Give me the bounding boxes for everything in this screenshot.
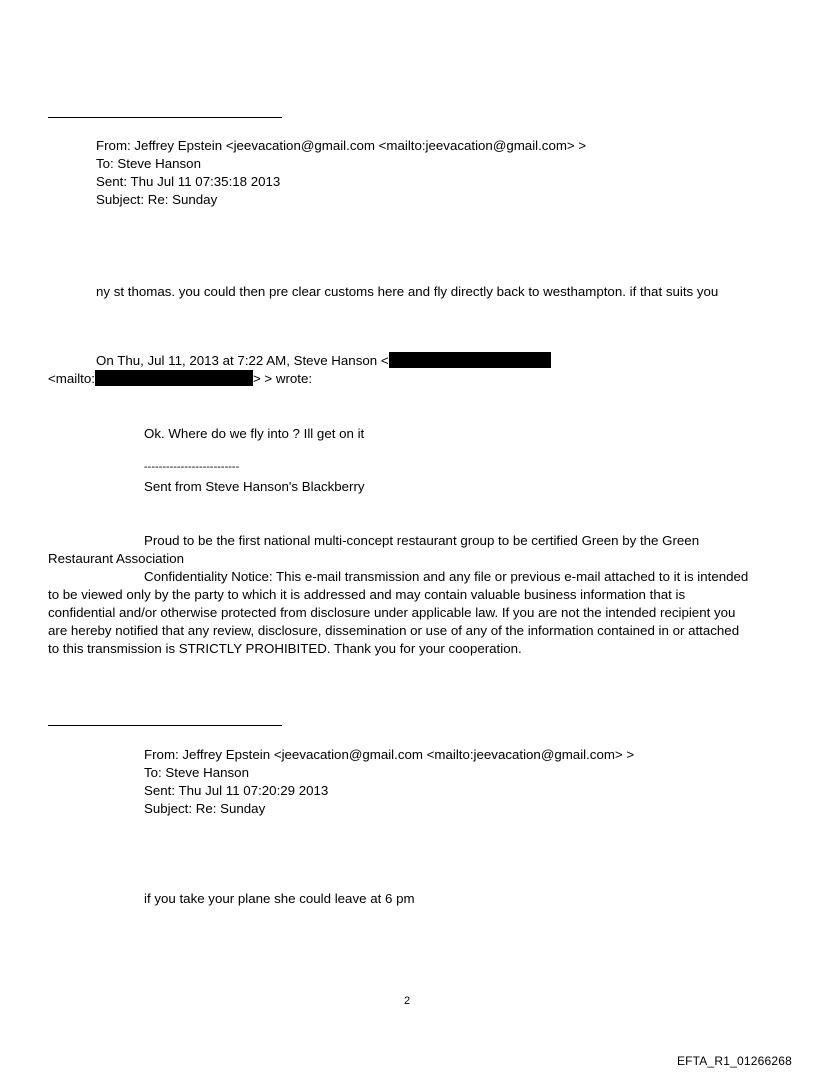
header-2-to: To: Steve Hanson <box>144 765 249 780</box>
header-1-subject: Subject: Re: Sunday <box>96 192 218 207</box>
header-2-subject: Subject: Re: Sunday <box>144 801 266 816</box>
signature-text: Sent from Steve Hanson's Blackberry <box>144 479 365 494</box>
confidentiality-line-2: to be viewed only by the party to which it is addressed and may contain valuable business information that is <box>48 587 686 602</box>
page-number: 2 <box>404 995 411 1007</box>
green-notice-line-1: Proud to be the first national multi-concept restaurant group to be certified Green by the Green <box>144 533 700 548</box>
header-1-from: From: Jeffrey Epstein <jeevacation@gmail.com <mailto:jeevacation@gmail.com> > <box>96 138 587 153</box>
header-1-to: To: Steve Hanson <box>96 156 201 171</box>
confidentiality-line-3: confidential and/or otherwise protected from disclosure under applicable law. If you are not the intended recipient you <box>48 605 736 620</box>
message-1-body: ny st thomas. you could then pre clear customs here and fly directly back to westhampton. if that suits you <box>96 284 719 299</box>
quote-line-mailto-prefix: <mailto: <box>48 371 95 386</box>
separator-rule-2 <box>48 725 282 726</box>
header-2-sent: Sent: Thu Jul 11 07:20:29 2013 <box>144 783 329 798</box>
header-2-from: From: Jeffrey Epstein <jeevacation@gmail.com <mailto:jeevacation@gmail.com> > <box>144 747 635 762</box>
green-notice-line-2: Restaurant Association <box>48 551 185 566</box>
document-id: EFTA_R1_01266268 <box>676 1054 792 1068</box>
confidentiality-line-4: are hereby notified that any review, disclosure, dissemination or use of any of the information contained in or attached <box>48 623 740 638</box>
separator-rule-1 <box>48 117 282 118</box>
quote-line-prefix: On Thu, Jul 11, 2013 at 7:22 AM, Steve Hanson < <box>96 353 389 368</box>
quote-line <box>96 352 551 370</box>
confidentiality-line-1: Confidentiality Notice: This e-mail transmission and any file or previous e-mail attached to it is intended <box>144 569 749 584</box>
header-1-sent: Sent: Thu Jul 11 07:35:18 2013 <box>96 174 281 189</box>
message-3-body: if you take your plane she could leave at 6 pm <box>144 891 415 906</box>
message-2-body: Ok. Where do we fly into ? Ill get on it <box>144 426 365 441</box>
redaction-box <box>389 352 551 368</box>
redaction-box <box>95 370 253 386</box>
quote-line-mailto <box>48 370 312 388</box>
confidentiality-line-5: to this transmission is STRICTLY PROHIBITED. Thank you for your cooperation. <box>48 641 522 656</box>
quote-line-suffix: > > wrote: <box>252 371 313 386</box>
signature-dashes: -------------------------- <box>144 461 240 473</box>
